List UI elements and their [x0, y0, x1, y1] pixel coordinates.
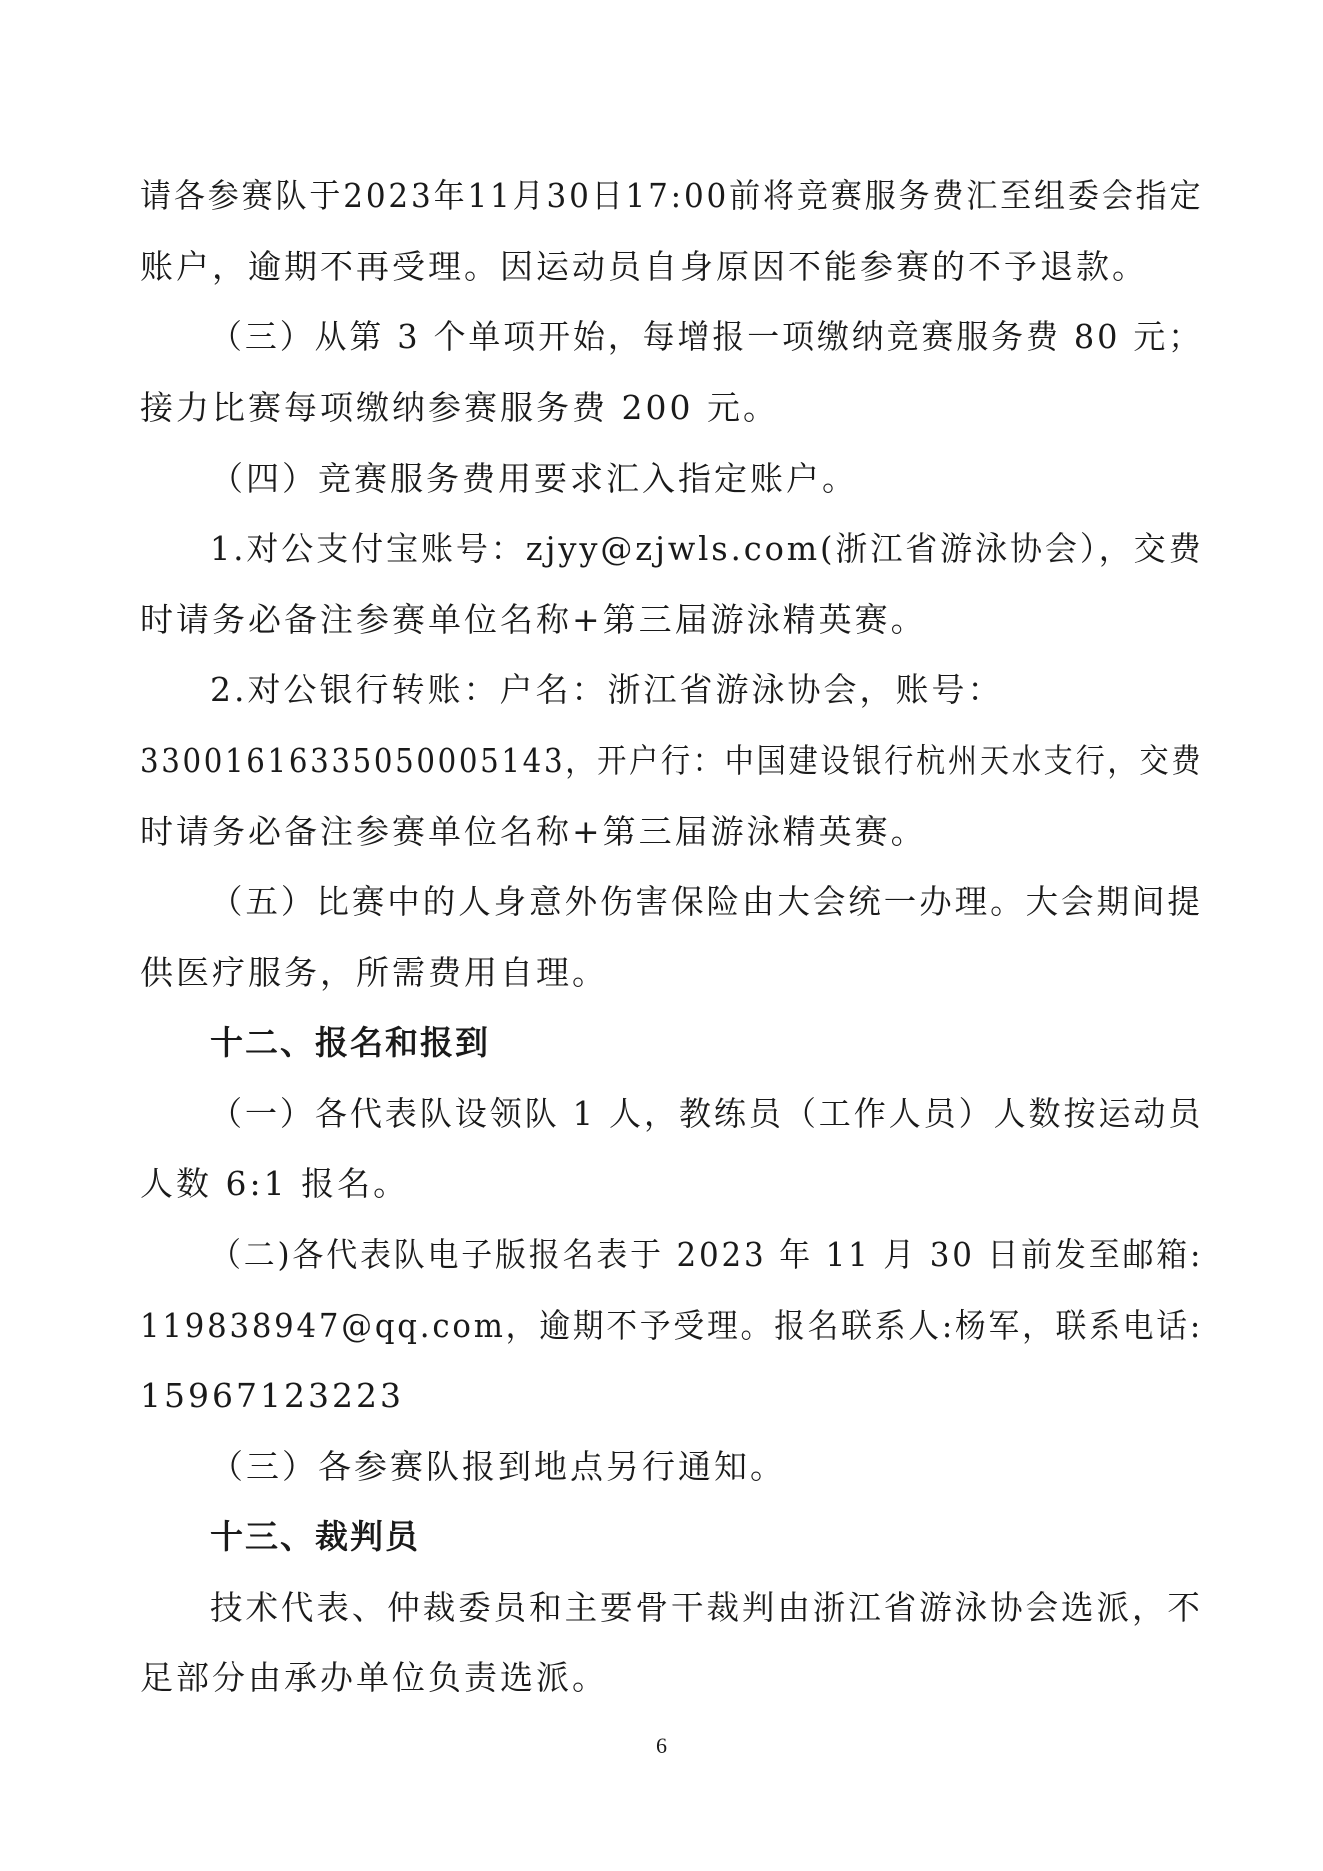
section-heading: 十二、报名和报到	[210, 1023, 490, 1062]
paragraph-line: 33001616335050005143，开户行：中国建设银行杭州天水支行，交费	[140, 741, 1204, 780]
section-heading: 十三、裁判员	[210, 1517, 420, 1556]
paragraph-line: 15967123223	[140, 1376, 404, 1415]
paragraph-line: （一）各代表队设领队 1 人，教练员（工作人员）人数按运动员	[210, 1094, 1204, 1133]
paragraph-line: 119838947@qq.com，逾期不予受理。报名联系人:杨军，联系电话:	[140, 1306, 1204, 1345]
paragraph-line: （四）竞赛服务费用要求汇入指定账户。	[210, 459, 858, 498]
paragraph-line: 时请务必备注参赛单位名称+第三届游泳精英赛。	[140, 600, 927, 639]
paragraph-line: （五）比赛中的人身意外伤害保险由大会统一办理。大会期间提	[210, 882, 1203, 921]
paragraph-line: 账户，逾期不再受理。因运动员自身原因不能参赛的不予退款。	[140, 247, 1148, 286]
paragraph-line: 供医疗服务，所需费用自理。	[140, 953, 608, 992]
paragraph-line: 接力比赛每项缴纳参赛服务费 200 元。	[140, 388, 779, 427]
paragraph-line: 人数 6:1 报名。	[140, 1164, 410, 1203]
paragraph-line: 足部分由承办单位负责选派。	[140, 1658, 608, 1697]
paragraph-line: 2.对公银行转账：户名：浙江省游泳协会，账号：	[210, 670, 1004, 709]
paragraph-line: （二)各代表队电子版报名表于 2023 年 11 月 30 日前发至邮箱:	[210, 1235, 1204, 1274]
paragraph-line: 请各参赛队于2023年11月30日17:00前将竞赛服务费汇至组委会指定	[140, 176, 1204, 215]
paragraph-line: 1.对公支付宝账号：zjyy@zjwls.com(浙江省游泳协会），交费	[210, 529, 1204, 568]
page-number: 6	[656, 1733, 667, 1758]
paragraph-line: 时请务必备注参赛单位名称+第三届游泳精英赛。	[140, 812, 927, 851]
paragraph-line: （三）各参赛队报到地点另行通知。	[210, 1447, 786, 1486]
paragraph-line: （三）从第 3 个单项开始，每增报一项缴纳竞赛服务费 80 元；	[210, 317, 1204, 356]
paragraph-line: 技术代表、仲裁委员和主要骨干裁判由浙江省游泳协会选派，不	[210, 1588, 1203, 1627]
